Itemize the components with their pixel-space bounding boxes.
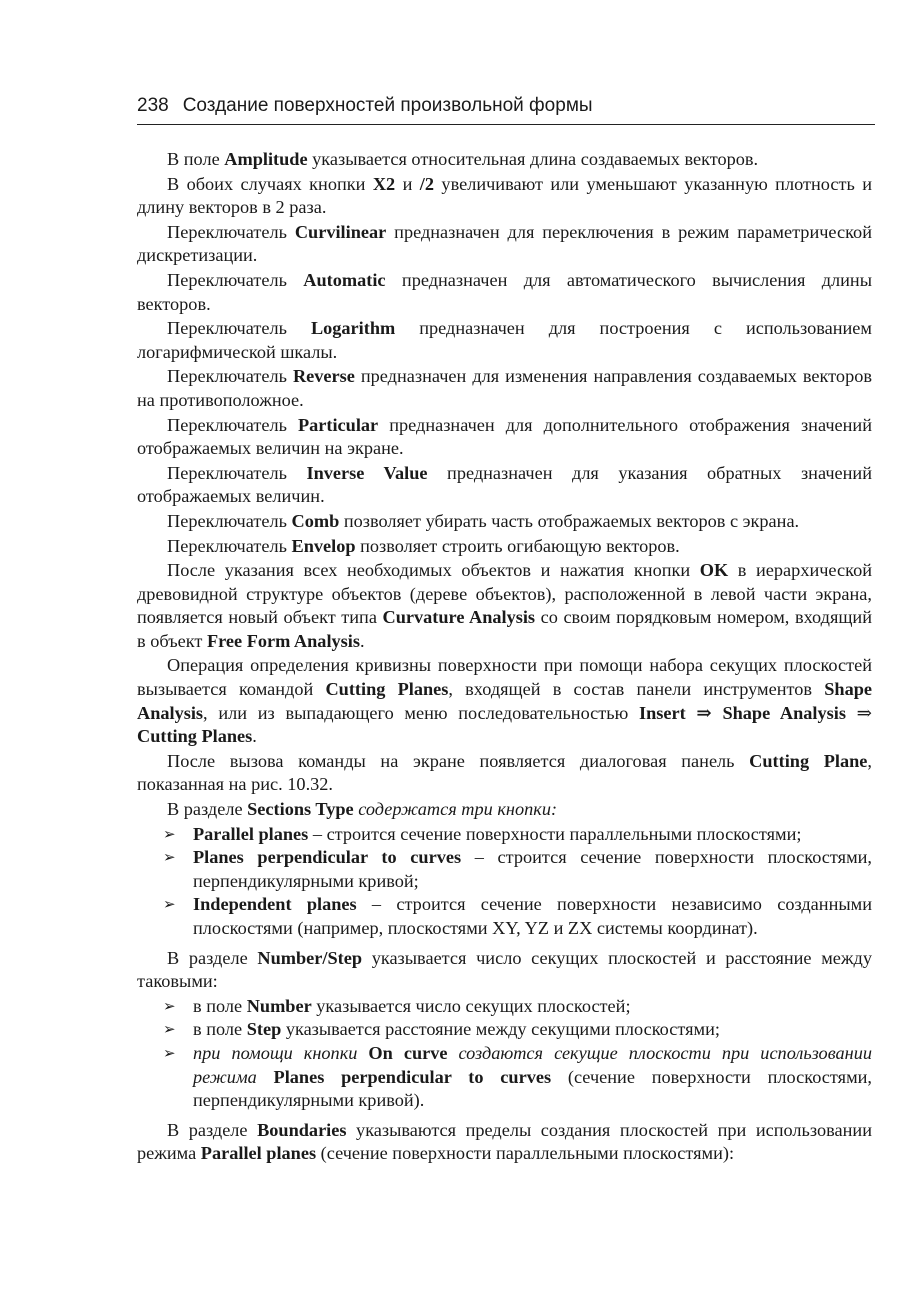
chapter-title: Создание поверхностей произвольной формы	[182, 95, 593, 116]
paragraph-automatic: Переключатель Automatic предназначен для автоматического вычисления длины векторов.	[137, 269, 872, 314]
paragraph-cutting-planes: Операция определения кривизны поверхности при помощи набора секущих плоскостей вызывается командой Cutting Planes, входящей в состав панели инструментов Shape Analysis, или из выпадающего меню последовательностью Insert ⇒ Shape Analysis ⇒ Cutting Planes.	[137, 655, 873, 747]
paragraph-curvilinear: Переключатель Curvilinear предназначен для переключения в режим параметрической дискретизации.	[137, 221, 872, 266]
paragraph-amplitude: В поле Amplitude указывается относительная длина создаваемых векторов.	[167, 149, 759, 169]
sections-type-list	[137, 823, 872, 941]
paragraph-number-step: В разделе Number/Step указывается число секущих плоскостей и расстояние между таковыми:	[137, 947, 872, 992]
number-step-list	[137, 995, 872, 1113]
list-item: ➢ при помощи кнопки On curve создаются секущие плоскости при использовании режима Planes perpendicular to curves (сечение поверхности плоскостями, перпендикулярными кривой).	[163, 1042, 873, 1111]
paragraph-envelop: Переключатель Envelop позволяет строить огибающую векторов.	[167, 535, 680, 556]
list-item: ➢ в поле Number указывается число секущих плоскостей;	[193, 995, 872, 1019]
paragraph-boundaries: В разделе Boundaries указываются пределы создания плоскостей при использовании режима Parallel planes (сечение поверхности параллельными плоскостями):	[137, 1119, 872, 1164]
arrow-bullet-icon: ➢	[163, 848, 176, 867]
paragraph-comb: Переключатель Comb позволяет убирать часть отображаемых векторов с экрана.	[167, 510, 800, 531]
page-number: 238	[137, 95, 169, 116]
list-item: ➢ Parallel planes – строится сечение поверхности параллельными плоскостями;	[193, 823, 872, 847]
paragraph-cutting-plane-dialog: После вызова команды на экране появляется диалоговая панель Cutting Plane, показанная на рис. 10.32.	[137, 750, 872, 795]
paragraph-sections-type: В разделе Sections Type содержатся три кнопки:	[167, 799, 558, 820]
paragraph-reverse: Переключатель Reverse предназначен для изменения направления создаваемых векторов на противоположное.	[137, 366, 872, 410]
paragraph-inverse-value: Переключатель Inverse Value предназначен для указания обратных значений отображаемых величин.	[137, 462, 872, 507]
paragraph-particular: Переключатель Particular предназначен для дополнительного отображения значений отображаемых величин на экране.	[137, 414, 872, 459]
paragraph-logarithm: Переключатель Logarithm предназначен для построения с использованием логарифмической шкалы.	[137, 318, 872, 362]
running-header	[137, 92, 875, 125]
arrow-bullet-icon: ➢	[163, 895, 176, 914]
list-item: ➢ в поле Step указывается расстояние между секущими плоскостями;	[193, 1018, 872, 1042]
paragraph-ok-result: После указания всех необходимых объектов и нажатия кнопки OK в иерархической древовидной структуре объектов (дереве объектов), расположенной в левой части экрана, появляется новый объект типа Curvature Analysis со своим порядковым номером, входящий в объект Free Form Analysis.	[137, 560, 872, 651]
list-item: ➢ Independent planes – строится сечение поверхности независимо созданными плоскостями (например, плоскостями XY, YZ и ZX системы координат).	[163, 894, 872, 938]
arrow-bullet-icon: ➢	[163, 824, 176, 843]
arrow-bullet-icon: ➢	[163, 1043, 176, 1062]
page-body	[137, 148, 872, 1167]
arrow-bullet-icon: ➢	[163, 1020, 176, 1039]
paragraph-x2-buttons: В обоих случаях кнопки X2 и /2 увеличивают или уменьшают указанную плотность и длину векторов в 2 раза.	[137, 173, 872, 218]
arrow-bullet-icon: ➢	[163, 996, 176, 1015]
list-item: ➢ Planes perpendicular to curves – строится сечение поверхности плоскостями, перпендикулярными кривой;	[163, 847, 872, 891]
